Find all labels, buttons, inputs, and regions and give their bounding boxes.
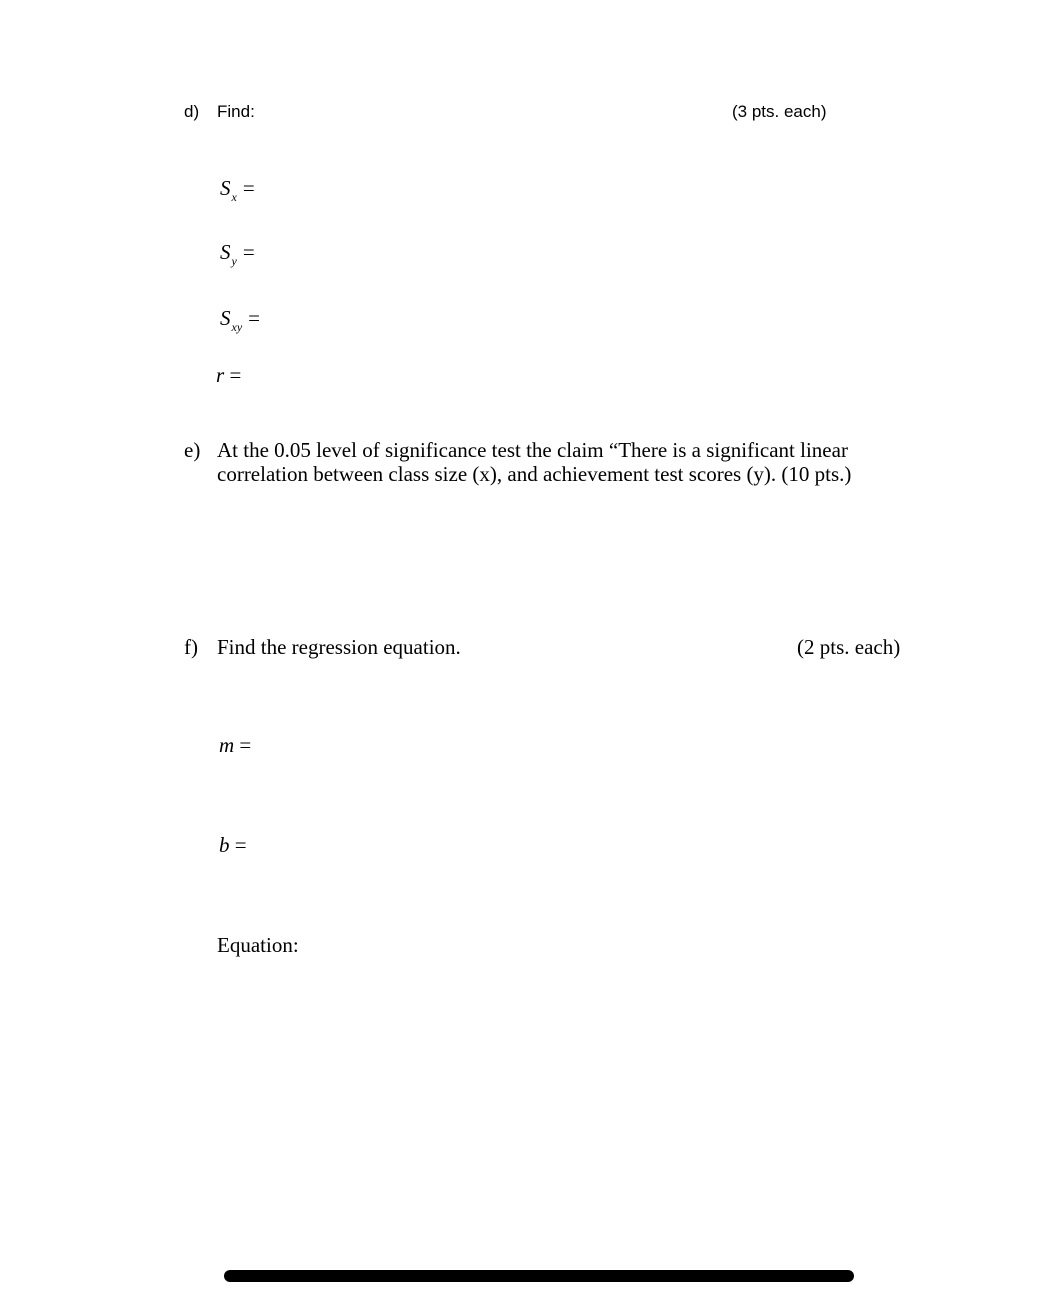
r-formula	[216, 363, 241, 388]
part-e-line-1: At the 0.05 level of significance test the claim “There is a significant linear	[217, 438, 848, 462]
sy-formula	[220, 240, 255, 268]
part-f-heading: Find the regression equation.	[217, 635, 461, 659]
part-e-question	[217, 438, 917, 486]
part-e-marker: e)	[184, 438, 201, 462]
m-equals: =	[239, 733, 252, 757]
b-symbol: b	[219, 833, 230, 857]
sxy-symbol: S	[220, 306, 231, 330]
part-d-heading: Find:	[217, 102, 255, 121]
part-d-points: (3 pts. each)	[732, 102, 827, 121]
part-f-points: (2 pts. each)	[797, 635, 901, 659]
sx-subscript: x	[231, 190, 237, 204]
sx-symbol: S	[220, 176, 231, 200]
m-formula	[219, 733, 251, 758]
b-equals: =	[234, 833, 247, 857]
r-symbol: r	[216, 363, 225, 387]
sxy-equals: =	[248, 306, 260, 330]
part-f-marker: f)	[184, 635, 198, 659]
part-d-marker: d)	[184, 102, 200, 121]
sx-equals: =	[242, 176, 255, 200]
part-e-line-2: correlation between class size (x), and achievement test scores (y). (10 pts.)	[217, 462, 852, 486]
home-indicator-bar[interactable]	[224, 1270, 854, 1282]
sxy-subscript: xy	[231, 320, 243, 334]
sy-subscript: y	[231, 254, 237, 268]
sxy-formula	[220, 306, 260, 334]
b-formula	[219, 833, 247, 858]
equation-label: Equation:	[217, 933, 299, 957]
sy-equals: =	[242, 240, 255, 264]
r-equals: =	[229, 363, 242, 387]
sx-formula	[220, 176, 255, 204]
m-symbol: m	[219, 733, 235, 757]
sy-symbol: S	[220, 240, 231, 264]
